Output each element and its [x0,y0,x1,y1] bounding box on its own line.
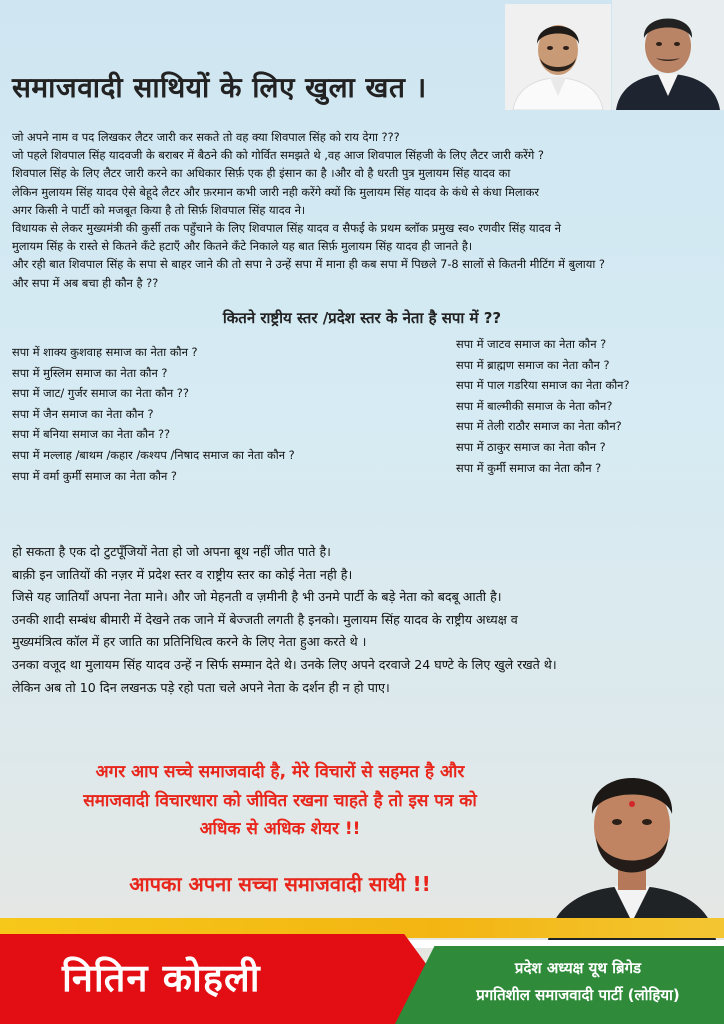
body-line: बाक़ी इन जातियों की नज़र में प्रदेश स्तर व राष्ट्रीय स्तर का कोई नेता नही है। [12,566,353,582]
question-item: सपा में मुस्लिम समाज का नेता कौन ? [12,365,168,380]
designation-line: प्रदेश अध्यक्ष यूथ ब्रिगेड [514,959,642,977]
section-subheading: कितने राष्ट्रीय स्तर /प्रदेश स्तर के नेता है सपा में ?? [222,309,502,327]
letter-title: समाजवादी साथियों के लिए खुला खत । [12,71,427,104]
intro-line: विधायक से लेकर मुख्यमंत्री की कुर्सी तक पहुँचाने के लिए शिवपाल सिंह यादव व सैफई के प्रथम ब्लॉक प्रमुख स्व० रणवीर सिंह यादव ने [12,221,561,236]
body-line: जिसे यह जातियाँ अपना नेता माने। और जो मेहनती व ज़मीनी है भी उनमे पार्टी के बड़े नेता को बदबू आती है। [12,589,502,605]
body-line: लेकिन अब तो 10 दिन लखनऊ पड़े रहो पता चले अपने नेता के दर्शन ही न हो पाए। [12,679,390,695]
body-paragraph [12,541,717,699]
signoff: आपका अपना सच्चा समाजवादी साथी !! [129,872,431,896]
intro-line: मुलायम सिंह के रास्ते से कितने कँटे हटाएँ और कितने कँटे निकाले यह बात सिर्फ़ मुलायम सिंह यादव ही जानते है। [12,239,473,254]
body-line: उनकी शादी सम्बंध बीमारी में देखने तक जाने में बेज्जती लगती है इनको। मुलायम सिंह यादव के राष्ट्रीय अध्यक्ष व [12,611,518,627]
appeal-line: समाजवादी विचारधारा को जीवित रखना चाहते है तो इस पत्र को [83,790,477,811]
intro-line: और रही बात शिवपाल सिंह के सपा से बाहर जाने की तो सपा ने उन्हें सपा में माना ही कब सपा में पिछले 7-8 सालों से कितनी मीटिंग में बुलाया ? [12,257,605,272]
questions-left-column [12,342,295,486]
photo-author [540,752,724,940]
intro-line: शिवपाल सिंह के लिए लैटर जारी करने का अधिकार सिर्फ़ एक ही इंसान का है ।और वो है धरती पुत्र मुलायम सिंह यादव का [12,166,511,181]
question-item: सपा में वर्मा कुर्मी समाज का नेता कौन ? [12,468,177,483]
photo-senior-leader [612,0,724,110]
questions-right-column [456,334,630,478]
intro-line: और सपा में अब बचा ही कौन है ?? [12,275,159,290]
question-item: सपा में कुर्मी समाज का नेता कौन ? [456,460,602,475]
body-line: मुख्यमंत्रित्व कॉल में हर जाति का प्रतिनिधित्व करने के लिए नेता हुआ करते थे । [12,634,367,650]
question-item: सपा में ठाकुर समाज का नेता कौन ? [456,439,606,454]
question-item: सपा में जाट/ गुर्जर समाज का नेता कौन ?? [12,386,189,401]
intro-line: जो अपने नाम व पद लिखकर लैटर जारी कर सकते तो वह क्या शिवपाल सिंह को राय देगा ??? [12,130,400,144]
body-line: उनका वजूद था मुलायम सिंह यादव उन्हें न सिर्फ सम्मान देते थे। उनके लिए अपने दरवाजे 24 घण्टे के लिए खुले रखते थे। [12,656,557,672]
question-item: सपा में पाल गडरिया समाज का नेता कौन? [456,378,630,393]
question-item: सपा में बाल्मीकी समाज के नेता कौन? [456,398,613,413]
question-item: सपा में शाक्य कुशवाह समाज का नेता कौन ? [12,345,198,359]
intro-line: लेकिन मुलायम सिंह यादव ऐसे बेहूदे लैटर और फ़रमान कभी जारी नही करेंगे क्यों कि मुलायम सिंह यादव के कंधे से कंधा मिलाकर [12,184,539,199]
author-name: नितिन कोहली [62,956,261,1000]
question-item: सपा में मल्लाह /बाथम /कहार /कश्यप /निषाद समाज का नेता कौन ? [12,447,295,462]
question-item: सपा में जाटव समाज का नेता कौन ? [456,337,607,351]
photo-young-leader [505,4,611,110]
appeal-line: अगर आप सच्चे समाजवादी है, मेरे विचारों से सहमत है और [95,762,465,782]
question-item: सपा में तेली राठौर समाज का नेता कौन? [456,419,622,434]
intro-paragraph [12,128,712,292]
share-appeal [0,758,560,844]
question-item: सपा में ब्राह्मण समाज का नेता कौन ? [456,357,610,372]
body-line: हो सकता है एक दो टुटपूँजियों नेता हो जो अपना बूथ नहीं जीत पाते है। [12,544,331,559]
question-item: सपा में बनिया समाज का नेता कौन ?? [12,427,171,442]
appeal-line: अधिक से अधिक शेयर !! [199,819,361,839]
intro-line: जो पहले शिवपाल सिंह यादवजी के बराबर में बैठने की को गोर्वित समझते थे ,वह आज शिवपाल सिंहजी के लिए लैटर जारी करेंगे ? [12,148,544,163]
intro-line: अगर किसी ने पार्टी को मजबूत किया है तो सिर्फ़ शिवपाल सिंह यादव ने। [12,202,306,217]
author-designation [432,955,724,1009]
question-item: सपा में जैन समाज का नेता कौन ? [12,406,154,421]
designation-line: प्रगतिशील समाजवादी पार्टी (लोहिया) [476,986,680,1004]
